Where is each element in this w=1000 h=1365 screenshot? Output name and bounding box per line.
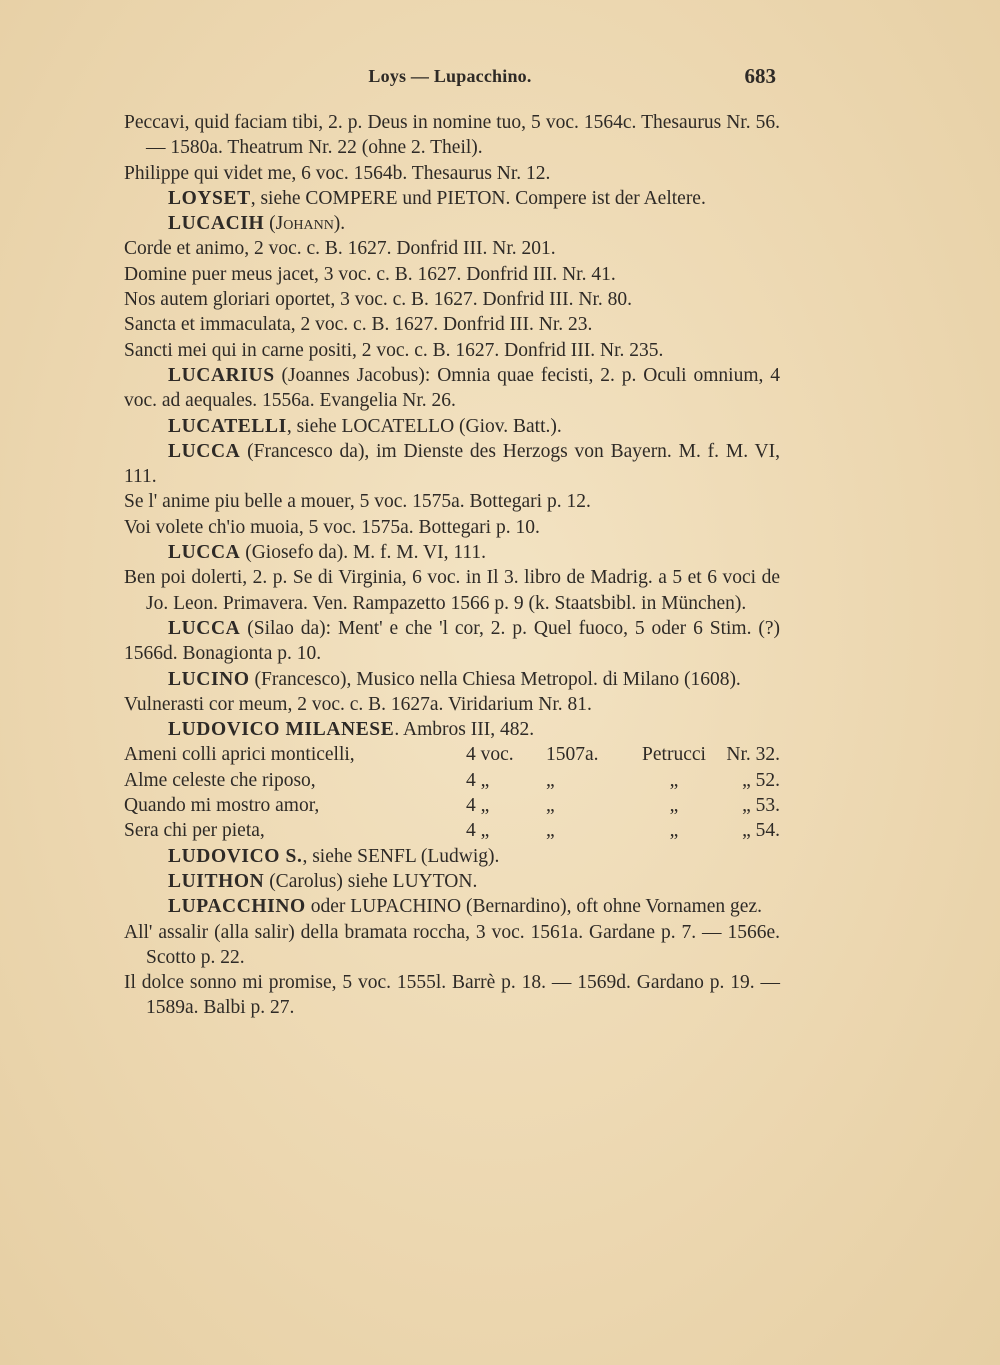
composer-name: LUCATELLI <box>168 415 287 437</box>
entry-voi-volete: Voi volete ch'io muoia, 5 voc. 1575a. Bottegari p. 10. <box>124 516 540 538</box>
composer-note: (Giosefo da). M. f. M. VI, 111. <box>240 542 487 564</box>
work-source: „ <box>669 769 679 791</box>
entry-se-l-anime: Se l' anime piu belle a mouer, 5 voc. 1575a. Bottegari p. 12. <box>124 491 591 513</box>
entry-nos-autem: Nos autem gloriari oportet, 3 voc. c. B. 1627. Donfrid III. Nr. 80. <box>124 289 632 311</box>
work-voices: 4 voc. <box>466 744 514 766</box>
work-number: „ 54. <box>742 820 780 842</box>
work-title: Quando mi mostro amor, <box>124 795 320 817</box>
page-body <box>124 110 780 1021</box>
entry-all-assalir: All' assalir (alla salir) della bramata roccha, 3 voc. 1561a. Gardane p. 7. — 1566e. Scotto p. 22. <box>124 921 780 968</box>
work-number: Nr. 32. <box>726 744 780 766</box>
composer-note: (Francesco da), im Dienste des Herzogs von Bayern. M. f. M. VI, 111. <box>124 440 780 488</box>
composer-note: (Joannes Jacobus): Omnia quae fecisti, 2. p. Oculi omnium, 4 voc. ad aequales. 1556a. Evangelia Nr. 26. <box>124 364 780 412</box>
composer-heading-lucca-silao <box>124 616 780 667</box>
composer-note: . Ambros III, 482. <box>394 719 535 741</box>
list-item <box>124 742 780 767</box>
page-number: 683 <box>744 64 776 88</box>
composer-name: LUCCA <box>168 542 241 564</box>
page-header <box>124 66 776 94</box>
composer-heading-lucatelli <box>124 414 780 439</box>
composer-name: LUCARIUS <box>168 364 275 386</box>
work-voices: 4 „ <box>466 795 490 817</box>
work-source: „ <box>669 795 679 817</box>
list-item <box>124 793 780 818</box>
work-year: „ <box>546 795 555 817</box>
entry-vulnerasti: Vulnerasti cor meum, 2 voc. c. B. 1627a. Viridarium Nr. 81. <box>124 693 592 715</box>
composer-name: LUCINO <box>168 668 250 690</box>
work-title: Alme celeste che riposo, <box>124 769 316 791</box>
entry-sancti-mei: Sancti mei qui in carne positi, 2 voc. c. B. 1627. Donfrid III. Nr. 235. <box>124 339 664 361</box>
entry-philippe: Philippe qui videt me, 6 voc. 1564b. Thesaurus Nr. 12. <box>124 162 551 184</box>
work-voices: 4 „ <box>466 769 490 791</box>
composer-name: LUCCA <box>168 617 241 639</box>
composer-name: LUDOVICO S. <box>168 845 303 867</box>
composer-note: , siehe SENFL (Ludwig). <box>302 845 500 867</box>
composer-heading-lupacchino <box>124 894 780 919</box>
entry-ben-poi-dolerti: Ben poi dolerti, 2. p. Se di Virginia, 6 voc. in Il 3. libro de Madrig. a 5 et 6 voci de Jo. Leon. Primavera. Ven. Rampazetto 1566 p. 9 (k. Staatsbibl. in München). <box>124 567 780 614</box>
entry-sancta: Sancta et immaculata, 2 voc. c. B. 1627. Donfrid III. Nr. 23. <box>124 314 593 336</box>
list-item <box>124 818 780 843</box>
entry-corde: Corde et animo, 2 voc. c. B. 1627. Donfrid III. Nr. 201. <box>124 238 556 260</box>
entry-il-dolce-sonno: Il dolce sonno mi promise, 5 voc. 1555l. Barrè p. 18. — 1569d. Gardano p. 19. — 1589a. Balbi p. 27. <box>124 972 780 1019</box>
composer-heading-lucca-giosefo <box>124 540 780 565</box>
work-title: Ameni colli aprici monticelli, <box>124 744 355 766</box>
composer-name: LUITHON <box>168 870 265 892</box>
entry-peccavi: Peccavi, quid faciam tibi, 2. p. Deus in nomine tuo, 5 voc. 1564c. Thesaurus Nr. 56. — 1580a. Theatrum Nr. 22 (ohne 2. Theil). <box>124 112 780 159</box>
list-item <box>124 768 780 793</box>
entry-domine: Domine puer meus jacet, 3 voc. c. B. 1627. Donfrid III. Nr. 41. <box>124 263 616 285</box>
composer-heading-lucacih <box>124 211 780 236</box>
composer-note: (Francesco), Musico nella Chiesa Metropol. di Milano (1608). <box>249 668 741 690</box>
work-number: „ 53. <box>742 795 780 817</box>
work-year: 1507a. <box>546 744 599 766</box>
composer-note: (Johann). <box>264 213 346 235</box>
composer-name: LUCACIH <box>168 213 265 235</box>
composer-heading-loyset <box>124 186 780 211</box>
composer-note: , siehe LOCATELLO (Giov. Batt.). <box>286 415 562 437</box>
ludovico-work-list <box>124 742 780 843</box>
composer-name: LOYSET <box>168 187 251 209</box>
work-source: „ <box>669 820 679 842</box>
composer-name: LUPACCHINO <box>168 896 306 918</box>
work-source: Petrucci <box>642 744 706 766</box>
work-year: „ <box>546 769 555 791</box>
composer-heading-lucino <box>124 667 780 692</box>
composer-heading-lucca-francesco <box>124 439 780 490</box>
composer-note: (Carolus) siehe LUYTON. <box>264 870 478 892</box>
work-title: Sera chi per pieta, <box>124 820 265 842</box>
composer-note: , siehe COMPERE und PIETON. Compere ist der Aeltere. <box>250 187 706 209</box>
work-voices: 4 „ <box>466 820 490 842</box>
composer-name: LUCCA <box>168 440 241 462</box>
composer-note: (Silao da): Ment' e che 'l cor, 2. p. Quel fuoco, 5 oder 6 Stim. (?) 1566d. Bonagionta p. 10. <box>124 617 780 665</box>
composer-note: oder LUPACHINO (Bernardino), oft ohne Vornamen gez. <box>305 896 762 918</box>
composer-heading-ludovico-s <box>124 844 780 869</box>
composer-name: LUDOVICO MILANESE <box>168 719 395 741</box>
work-number: „ 52. <box>742 769 780 791</box>
work-year: „ <box>546 820 555 842</box>
composer-heading-lucarius <box>124 363 780 414</box>
running-title: Loys — Lupacchino. <box>368 66 532 86</box>
composer-heading-ludovico-milanese <box>124 717 780 742</box>
composer-heading-luithon <box>124 869 780 894</box>
